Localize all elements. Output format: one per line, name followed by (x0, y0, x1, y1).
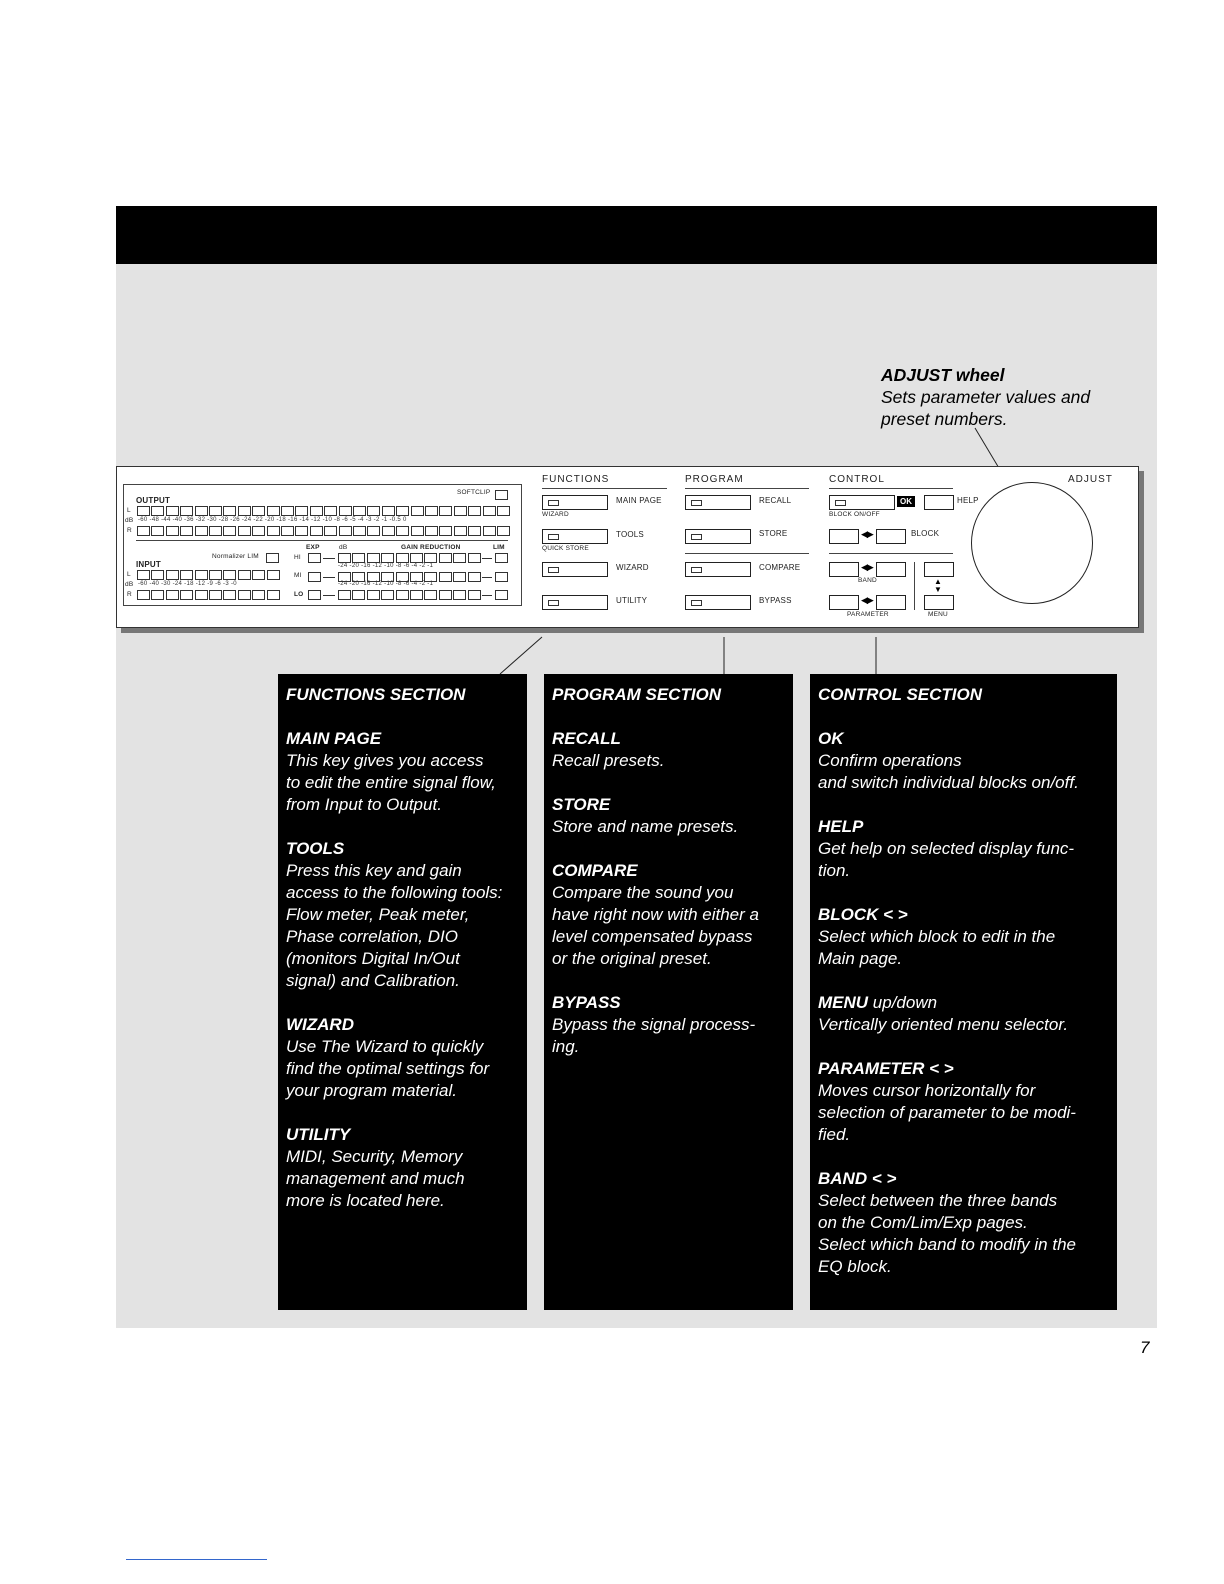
meter-led (425, 526, 438, 536)
meter-led (137, 570, 150, 580)
item-description: This key gives you access to edit the entire signal flow, from Input to Output. (286, 751, 496, 814)
gr-led (439, 590, 452, 600)
meter-led (137, 526, 150, 536)
meter-led (267, 526, 280, 536)
control-items (818, 728, 1109, 1278)
main-page-label: MAIN PAGE (616, 496, 662, 505)
program-mid-rule (685, 553, 809, 554)
gr-led (381, 590, 394, 600)
program-section-box (544, 674, 793, 1310)
recall-key[interactable] (685, 495, 751, 510)
item-description: Compare the sound you have right now with either a level compensated bypass or the original preset. (552, 883, 759, 968)
gr-led (439, 572, 452, 582)
meter-led (339, 506, 352, 516)
functions-items (286, 728, 519, 1212)
program-header-rule (685, 488, 809, 489)
meter-led (252, 506, 265, 516)
main-page-key[interactable] (542, 495, 608, 510)
adjust-note-line2: preset numbers. (881, 409, 1008, 429)
gr-led (367, 553, 380, 563)
item-description: Select between the three bands on the Com/Lim/Exp pages. Select which band to modify in the EQ block. (818, 1191, 1076, 1276)
normalizer-led (266, 553, 279, 563)
section-item (286, 728, 519, 816)
footer-rule (126, 1559, 267, 1560)
meter-led (252, 570, 265, 580)
page-number: 7 (1140, 1338, 1150, 1357)
menu-up-key[interactable] (924, 562, 954, 577)
band-right-key[interactable] (876, 562, 906, 577)
gr-led (338, 553, 351, 563)
control-mid-rule (829, 553, 953, 554)
meter-section (123, 484, 522, 606)
meter-led (267, 570, 280, 580)
meter-led (151, 506, 164, 516)
meter-led (252, 590, 265, 600)
softclip-label: SOFTCLIP (457, 489, 491, 496)
exp-label: EXP (306, 544, 320, 551)
item-label: BYPASS (552, 993, 621, 1012)
control-header-rule (829, 488, 953, 489)
program-items (552, 728, 785, 1058)
output-scale: -60 -48 -44 -40 -36 -32 -30 -28 -26 -24 -22 -20 -18 -16 -14 -12 -10 -8 -6 -5 -4 -3 -2 -1 -0.5 0 (138, 517, 407, 523)
gr-connector (482, 595, 492, 596)
item-description: Use The Wizard to quickly find the optimal settings for your program material. (286, 1037, 490, 1100)
meter-led (411, 506, 424, 516)
meter-led (382, 526, 395, 536)
tools-label: TOOLS (616, 530, 644, 539)
input-r-label: R (127, 591, 132, 598)
item-label: TOOLS (286, 839, 345, 858)
band-arrows-icon: ◀▶ (861, 562, 873, 572)
meter-led (411, 526, 424, 536)
section-item (818, 1058, 1109, 1146)
meter-led (439, 506, 452, 516)
gr-led (453, 590, 466, 600)
gr-led (453, 572, 466, 582)
softclip-led (495, 490, 508, 500)
gr-scale-2: -24 -20 -16 -12 -10 -8 -6 -4 -2 -1 (338, 581, 434, 587)
meter-led (353, 506, 366, 516)
gr-led (410, 553, 423, 563)
adjust-header: ADJUST (1068, 474, 1113, 485)
gr-led (453, 553, 466, 563)
gr-led (308, 572, 321, 582)
ok-label: OK (897, 496, 915, 507)
band-hi-label: HI (294, 554, 301, 561)
adjust-note-title: ADJUST wheel (881, 365, 1005, 385)
block-onoff-label: BLOCK ON/OFF (829, 511, 880, 518)
menu-label: MENU (928, 611, 948, 618)
meter-led (468, 526, 481, 536)
meter-led (151, 526, 164, 536)
meter-led (339, 526, 352, 536)
meter-led (223, 590, 236, 600)
lim-label: LIM (493, 544, 505, 551)
gr-led (338, 590, 351, 600)
meter-led (180, 570, 193, 580)
meter-led (454, 506, 467, 516)
adjust-note-line1: Sets parameter values and (881, 387, 1091, 407)
functions-section-box (278, 674, 527, 1310)
gr-led (308, 590, 321, 600)
block-label: BLOCK (911, 529, 940, 538)
meter-led (195, 526, 208, 536)
help-key[interactable] (924, 495, 954, 510)
band-mi-label: MI (294, 572, 302, 579)
input-label: INPUT (136, 560, 161, 569)
gr-connector (323, 558, 335, 559)
meter-led (382, 506, 395, 516)
section-item (552, 860, 785, 970)
meter-led (180, 590, 193, 600)
section-item (286, 1014, 519, 1102)
help-label: HELP (957, 496, 979, 505)
meter-led (295, 526, 308, 536)
normalizer-label: Normalizer LIM (212, 553, 259, 560)
gr-led (352, 590, 365, 600)
meter-led (195, 570, 208, 580)
section-item (286, 838, 519, 992)
meter-led (209, 570, 222, 580)
functions-callout-line (500, 637, 542, 674)
functions-section-title: FUNCTIONS SECTION (286, 685, 466, 704)
wizard-sub-label: WIZARD (542, 511, 569, 518)
section-item (552, 794, 785, 838)
meter-led (396, 526, 409, 536)
program-header: PROGRAM (685, 474, 744, 485)
meter-led (223, 506, 236, 516)
gr-led (439, 553, 452, 563)
gr-connector (482, 577, 492, 578)
meter-led (267, 590, 280, 600)
parameter-arrows-icon: ◀▶ (861, 595, 873, 605)
recall-label: RECALL (759, 496, 792, 505)
meter-led (310, 526, 323, 536)
wizard-label: WIZARD (616, 563, 649, 572)
gr-led (495, 572, 508, 582)
meter-led (324, 506, 337, 516)
item-label: OK (818, 729, 844, 748)
item-description: MIDI, Security, Memory management and much more is located here. (286, 1147, 465, 1210)
gr-led (468, 590, 481, 600)
gr-led (381, 553, 394, 563)
meter-led (166, 570, 179, 580)
meter-led (454, 526, 467, 536)
compare-key[interactable] (685, 562, 751, 577)
item-label: BAND < > (818, 1169, 897, 1188)
gr-led (367, 590, 380, 600)
meter-led (166, 590, 179, 600)
gr-led (495, 553, 508, 563)
input-db-label: dB (125, 581, 134, 588)
item-label: RECALL (552, 729, 621, 748)
functions-header: FUNCTIONS (542, 474, 610, 485)
control-divider (914, 562, 915, 610)
meter-led (223, 526, 236, 536)
parameter-label: PARAMETER (847, 611, 889, 618)
meter-led (367, 526, 380, 536)
meter-led (425, 506, 438, 516)
gr-led (468, 553, 481, 563)
item-description: Store and name presets. (552, 817, 739, 836)
item-description: Press this key and gain access to the following tools: Flow meter, Peak meter, Phase correlation, DIO (monitors Digital In/Out signal) and Calibration. (286, 861, 503, 990)
output-label: OUTPUT (136, 496, 171, 505)
item-label: UTILITY (286, 1125, 351, 1144)
gr-led (352, 553, 365, 563)
section-item (818, 904, 1109, 970)
meter-led (151, 570, 164, 580)
gr-led (308, 553, 321, 563)
section-item (818, 728, 1109, 794)
item-label-suffix: up/down (868, 993, 938, 1012)
output-l-label: L (127, 507, 131, 514)
section-item (286, 1124, 519, 1212)
input-l-label: L (127, 571, 131, 578)
meter-led (497, 506, 510, 516)
gr-led (410, 590, 423, 600)
section-item (818, 992, 1109, 1036)
gr-db-label: dB (339, 544, 348, 551)
store-label: STORE (759, 529, 788, 538)
meter-led (180, 506, 193, 516)
meter-led (238, 526, 251, 536)
block-arrows-icon: ◀▶ (861, 529, 873, 539)
adjust-wheel[interactable] (971, 482, 1093, 604)
control-section-title: CONTROL SECTION (818, 685, 983, 704)
meter-led (166, 526, 179, 536)
gr-scale-1: -24 -20 -16 -12 -10 -8 -6 -4 -2 -1 (338, 563, 434, 569)
meter-led (497, 526, 510, 536)
section-item (552, 728, 785, 772)
program-section-title: PROGRAM SECTION (552, 685, 722, 704)
bypass-key[interactable] (685, 595, 751, 610)
item-label: BLOCK < > (818, 905, 908, 924)
gr-connector (482, 558, 492, 559)
parameter-right-key[interactable] (876, 595, 906, 610)
item-label: COMPARE (552, 861, 638, 880)
meter-led (281, 506, 294, 516)
meter-led (209, 590, 222, 600)
control-section-box (810, 674, 1117, 1310)
item-description: Select which block to edit in the Main page. (818, 927, 1056, 968)
utility-key[interactable] (542, 595, 608, 610)
meter-led (367, 506, 380, 516)
meter-led (151, 590, 164, 600)
meter-led (295, 506, 308, 516)
wizard-key[interactable] (542, 562, 608, 577)
section-item (552, 992, 785, 1058)
gain-reduction-label: GAIN REDUCTION (401, 544, 461, 551)
gr-led (396, 553, 409, 563)
block-right-key[interactable] (876, 529, 906, 544)
meter-led (310, 506, 323, 516)
band-lo-label: LO (294, 591, 304, 598)
control-header: CONTROL (829, 474, 885, 485)
meter-led (468, 506, 481, 516)
block-left-key[interactable] (829, 529, 859, 544)
item-label: WIZARD (286, 1015, 354, 1034)
item-label: MENU (818, 993, 869, 1012)
meter-led (195, 506, 208, 516)
meter-led (281, 526, 294, 536)
meter-led (439, 526, 452, 536)
gr-connector (323, 577, 335, 578)
item-label: PARAMETER < > (818, 1059, 954, 1078)
gr-led (424, 553, 437, 563)
gr-led (495, 590, 508, 600)
menu-updown-icon: ▲ ▼ (934, 577, 942, 594)
item-description: Get help on selected display func- tion. (818, 839, 1075, 880)
band-label: BAND (858, 577, 877, 584)
item-label: MAIN PAGE (286, 729, 382, 748)
input-scale: -60 -40 -30 -24 -18 -12 -9 -6 -3 -0 (138, 581, 237, 587)
meter-led (483, 506, 496, 516)
meter-led (324, 526, 337, 536)
item-description: Bypass the signal process- ing. (552, 1015, 756, 1056)
meter-led (166, 506, 179, 516)
gr-led (396, 590, 409, 600)
gr-led (468, 572, 481, 582)
section-item (818, 816, 1109, 882)
output-db-label: dB (125, 517, 134, 524)
tools-key[interactable] (542, 529, 608, 544)
meter-led (180, 526, 193, 536)
item-description: Confirm operations and switch individual blocks on/off. (818, 751, 1079, 792)
gr-connector (323, 595, 335, 596)
item-description: Recall presets. (552, 751, 665, 770)
compare-label: COMPARE (759, 563, 801, 572)
meter-led (238, 506, 251, 516)
ok-key[interactable] (829, 495, 895, 510)
meter-led (137, 506, 150, 516)
meter-led (209, 506, 222, 516)
bypass-label: BYPASS (759, 596, 792, 605)
meter-led (396, 506, 409, 516)
parameter-left-key[interactable] (829, 595, 859, 610)
output-r-label: R (127, 527, 132, 534)
meter-led (223, 570, 236, 580)
meter-led (353, 526, 366, 536)
store-key[interactable] (685, 529, 751, 544)
meter-divider (136, 540, 508, 541)
meter-led (267, 506, 280, 516)
meter-led (209, 526, 222, 536)
item-description: Vertically oriented menu selector. (818, 1015, 1069, 1034)
functions-header-rule (542, 488, 667, 489)
band-left-key[interactable] (829, 562, 859, 577)
meter-led (195, 590, 208, 600)
meter-led (137, 590, 150, 600)
item-description: Moves cursor horizontally for selection of parameter to be modi- fied. (818, 1081, 1076, 1144)
meter-led (238, 570, 251, 580)
quick-store-sub-label: QUICK STORE (542, 545, 589, 552)
utility-label: UTILITY (616, 596, 648, 605)
meter-led (252, 526, 265, 536)
item-label: HELP (818, 817, 864, 836)
gr-led (424, 590, 437, 600)
item-label: STORE (552, 795, 611, 814)
menu-down-key[interactable] (924, 595, 954, 610)
meter-led (238, 590, 251, 600)
section-item (818, 1168, 1109, 1278)
meter-led (483, 526, 496, 536)
